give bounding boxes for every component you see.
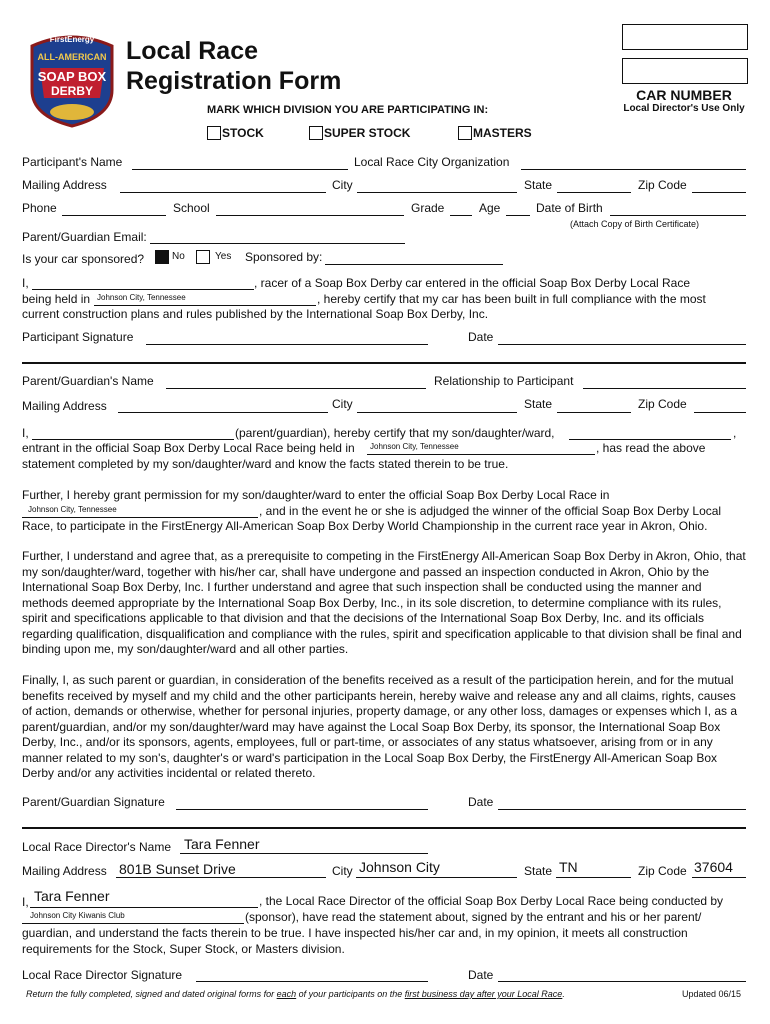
racer-cert-text3: current construction plans and rules published by the International Soap Box Derby, Inc. xyxy=(22,307,489,321)
waiver-paragraph: Finally, I, as such parent or guardian, in consideration of the benefits received as a result of the participation herein, and for the mutual benefits received by myself and my child and the other participants herein, hereby waive and release any and all claims, rights, causes of action, demands or otherwise, whether for personal injuries, property damage, or any other loss, damages or expenses which I, as a parent/guardian, and/or my son/daughter/ward may have against the Local Soap Box Derby, its sponsor, the International Soap Box Derby, Inc., and/or its sponsors, agents, employees, full or part-time, or associates of any status whatsoever, arising from or in any manner related to my son's, daughter's or ward's participation in the Local Soap Box Derby, the FirstEnergy All-American Soap Box Derby and/or any activities incidental or related thereto. xyxy=(22,673,738,780)
guardian-zip-label: Zip Code xyxy=(638,397,687,411)
participant-signature-label: Participant Signature xyxy=(22,330,134,344)
guardian-mailing-field[interactable] xyxy=(118,412,328,413)
guardian-date-label: Date xyxy=(468,795,494,809)
guardian-name-label: Parent/Guardian's Name xyxy=(22,374,154,388)
director-city-value: Johnson City xyxy=(359,859,440,875)
guardian-location-value: Johnson City, Tennessee xyxy=(370,442,459,451)
guardian-cert-text2a: entrant in the official Soap Box Derby Local Race being held in xyxy=(22,441,355,455)
car-number-box[interactable] xyxy=(622,58,748,84)
footer-instructions xyxy=(26,989,565,999)
phone-field[interactable] xyxy=(62,215,166,216)
section-divider-2 xyxy=(22,827,746,829)
no-label: No xyxy=(172,251,185,262)
logo-line3-text: DERBY xyxy=(50,84,94,98)
director-city-field[interactable] xyxy=(356,877,517,878)
footer-deadline: first business day after your Local Race xyxy=(404,989,563,999)
permission-text3: Race, to participate in the FirstEnergy All-American Soap Box Derby World Championship in the current race year in Akron, Ohio. xyxy=(22,519,708,533)
participant-state-field[interactable] xyxy=(557,192,631,193)
footer-updated: Updated 06/15 xyxy=(682,989,742,999)
director-name-value: Tara Fenner xyxy=(184,836,260,852)
director-name-field[interactable] xyxy=(180,853,428,854)
guardian-cert-text2b: , has read the above xyxy=(596,441,706,455)
director-signature-field[interactable] xyxy=(196,981,428,982)
guardian-cert-name-field[interactable] xyxy=(32,439,234,440)
guardian-email-field[interactable] xyxy=(150,243,405,244)
logo-brand-text: FirstEnergy xyxy=(49,35,95,44)
participant-date-field[interactable] xyxy=(498,344,746,345)
masters-checkbox[interactable] xyxy=(458,126,472,140)
relationship-label: Relationship to Participant xyxy=(434,374,574,388)
guardian-city-label: City xyxy=(332,397,353,411)
director-cert-text4: requirements for the Stock, Super Stock, or Masters division. xyxy=(22,942,345,956)
relationship-field[interactable] xyxy=(583,388,746,389)
director-cert-name-field[interactable] xyxy=(30,907,258,908)
derby-logo xyxy=(26,28,118,128)
racer-cert-text1: , racer of a Soap Box Derby car entered in the official Soap Box Derby Local Race xyxy=(254,276,691,290)
guardian-zip-field[interactable] xyxy=(694,412,746,413)
participant-zip-label: Zip Code xyxy=(638,178,687,192)
racer-held-in-label: being held in xyxy=(22,292,91,306)
yes-label: Yes xyxy=(215,251,232,262)
phone-label: Phone xyxy=(22,201,57,215)
permission-location-value: Johnson City, Tennessee xyxy=(28,505,117,514)
sponsored-by-field[interactable] xyxy=(325,264,503,265)
no-checkbox[interactable] xyxy=(155,250,169,264)
school-label: School xyxy=(173,201,210,215)
director-date-label: Date xyxy=(468,968,494,982)
logo-line2-text: SOAP BOX xyxy=(37,69,107,84)
guardian-name-field[interactable] xyxy=(166,388,426,389)
participant-city-label: City xyxy=(332,178,353,192)
director-i-label: I, xyxy=(22,895,29,909)
form-title-line2: Registration Form xyxy=(126,67,342,95)
sponsored-question: Is your car sponsored? xyxy=(22,252,145,266)
race-city-org-field[interactable] xyxy=(521,169,746,170)
participant-state-label: State xyxy=(524,178,553,192)
dob-field[interactable] xyxy=(610,215,746,216)
guardian-signature-label: Parent/Guardian Signature xyxy=(22,795,165,809)
guardian-email-label: Parent/Guardian Email: xyxy=(22,230,147,244)
car-number-box-top[interactable] xyxy=(622,24,748,50)
guardian-state-field[interactable] xyxy=(557,412,631,413)
age-field[interactable] xyxy=(506,215,530,216)
director-state-label: State xyxy=(524,864,553,878)
form-title-line1: Local Race xyxy=(126,37,259,65)
participant-zip-field[interactable] xyxy=(692,192,746,193)
participant-date-label: Date xyxy=(468,330,494,344)
director-sponsor-value: Johnson City Kiwanis Club xyxy=(30,911,125,920)
director-cert-text2: (sponsor), have read the statement about, signed by the entrant and his or her parent/ xyxy=(245,910,702,924)
ward-name-field[interactable] xyxy=(569,439,731,440)
director-address-value: 801B Sunset Drive xyxy=(119,861,236,877)
yes-checkbox[interactable] xyxy=(196,250,210,264)
car-number-sublabel: Local Director's Use Only xyxy=(623,103,745,114)
masters-label: MASTERS xyxy=(473,126,532,140)
footer-text1: Return the fully completed, signed and dated original forms for xyxy=(26,989,277,999)
director-signature-label: Local Race Director Signature xyxy=(22,968,183,982)
dob-label: Date of Birth xyxy=(536,201,603,215)
stock-checkbox[interactable] xyxy=(207,126,221,140)
participant-mailing-field[interactable] xyxy=(120,192,326,193)
guardian-mailing-label: Mailing Address xyxy=(22,399,107,413)
racer-i-label: I, xyxy=(22,276,29,290)
director-cert-text3: guardian, and understand the facts therein to be true. I have inspected his/her car and, in my opinion, it meets all construction xyxy=(22,926,688,940)
director-zip-value: 37604 xyxy=(694,859,733,875)
guardian-date-field[interactable] xyxy=(498,809,746,810)
guardian-city-field[interactable] xyxy=(357,412,517,413)
guardian-signature-field[interactable] xyxy=(176,809,428,810)
director-state-field[interactable] xyxy=(556,877,631,878)
racer-cert-text2: , hereby certify that my car has been built in full compliance with the most xyxy=(317,292,706,306)
participant-signature-field[interactable] xyxy=(146,344,428,345)
director-cert-text1: , the Local Race Director of the official Soap Box Derby Local Race being conducted by xyxy=(259,894,724,908)
guardian-i-label: I, xyxy=(22,426,29,440)
grade-label: Grade xyxy=(411,201,445,215)
inspection-paragraph: Further, I understand and agree that, as a prerequisite to competing in the FirstEnergy All-American Soap Box Derby in Akron, Ohio, that my son/daughter/ward, together with his/her car, shall have undergone and passed an inspection conducted in Akron, Ohio by the International Soap Box Derby, Inc. I further understand and agree that such inspection shall be conducted using the manner and methods deemed appropriate by the International Soap Box Derby, Inc., in its sole discretion, to determine compliance with its rules, spirit and specifications applicable to that division and that the decisions of the International Soap Box Derby, Inc. and its officials regarding qualification, disqualification and compliance with the rules, spirit and specification applicable to that division shall be final and binding upon me, my son/daughter/ward and all other parties. xyxy=(22,549,746,656)
racer-location-value: Johnson City, Tennessee xyxy=(97,293,186,302)
permission-text1: Further, I hereby grant permission for my son/daughter/ward to enter the official Soap Box Derby Local Race in xyxy=(22,488,610,502)
sponsored-by-label: Sponsored by: xyxy=(245,250,323,264)
director-state-value: TN xyxy=(559,859,578,875)
grade-field[interactable] xyxy=(450,215,472,216)
car-number-label: CAR NUMBER xyxy=(636,87,732,103)
school-field[interactable] xyxy=(216,215,404,216)
guardian-location-field[interactable] xyxy=(367,454,595,455)
director-mailing-label: Mailing Address xyxy=(22,864,107,878)
footer-text2: of your participants on the xyxy=(296,989,405,999)
racer-location-field[interactable] xyxy=(94,305,316,306)
director-zip-label: Zip Code xyxy=(638,864,687,878)
guardian-state-label: State xyxy=(524,397,553,411)
division-heading: MARK WHICH DIVISION YOU ARE PARTICIPATING IN: xyxy=(207,104,489,116)
participant-mailing-label: Mailing Address xyxy=(22,178,107,192)
section-divider-1 xyxy=(22,362,746,364)
dob-note: (Attach Copy of Birth Certificate) xyxy=(570,219,700,229)
permission-location-field[interactable] xyxy=(22,517,258,518)
director-date-field[interactable] xyxy=(498,981,746,982)
guardian-cert-text1: (parent/guardian), hereby certify that my son/daughter/ward, xyxy=(235,426,555,440)
footer-text3: . xyxy=(562,989,565,999)
guardian-cert-text3: statement completed by my son/daughter/ward and know the facts stated therein to be true. xyxy=(22,457,509,471)
logo-line1-text: ALL-AMERICAN xyxy=(37,52,107,62)
director-name-label: Local Race Director's Name xyxy=(22,840,172,854)
participant-name-label: Participant's Name xyxy=(22,155,123,169)
director-zip-field[interactable] xyxy=(692,877,746,878)
participant-name-field[interactable] xyxy=(132,169,348,170)
director-sponsor-field[interactable] xyxy=(22,923,244,924)
racer-name-field[interactable] xyxy=(32,289,254,290)
stock-label: STOCK xyxy=(222,126,264,140)
director-mailing-field[interactable] xyxy=(116,877,326,878)
race-city-org-label: Local Race City Organization xyxy=(354,155,510,169)
guardian-cert-comma: , xyxy=(733,426,737,440)
super-stock-label: SUPER STOCK xyxy=(324,126,411,140)
super-stock-checkbox[interactable] xyxy=(309,126,323,140)
permission-text2: , and in the event he or she is adjudged the winner of the official Soap Box Derby Local xyxy=(259,504,722,518)
participant-city-field[interactable] xyxy=(357,192,517,193)
director-cert-name-value: Tara Fenner xyxy=(34,888,110,904)
director-city-label: City xyxy=(332,864,353,878)
age-label: Age xyxy=(479,201,501,215)
footer-each: each xyxy=(276,989,297,999)
form-title xyxy=(126,36,341,96)
